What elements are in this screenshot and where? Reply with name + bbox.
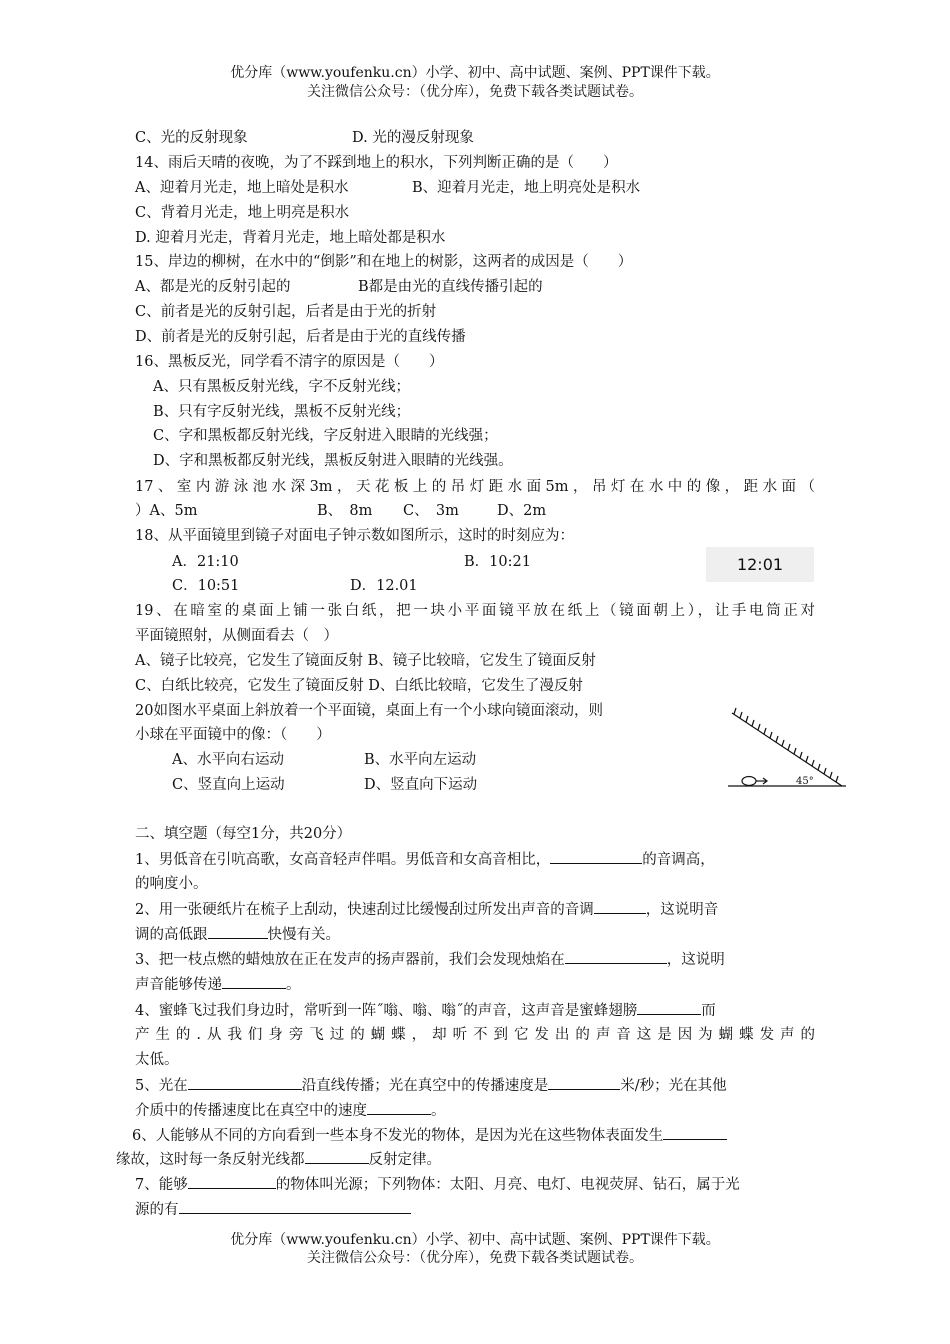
fill-q5-line-1: 5、光在 沿直线传播；光在真空中的传播速度是 米/秒；光在其他 [135, 1075, 815, 1096]
fill-q4-line-2: 产生的.从我们身旁飞过的蝴蝶，却听不到它发出的声音这是因为蝴蝶发声的 [135, 1027, 815, 1043]
q20-option-d: D、竖直向下运动 [364, 777, 478, 793]
blank[interactable] [637, 1000, 701, 1015]
q17-option-d: D、2m [497, 503, 547, 519]
q20-option-c: C、竖直向上运动 [172, 777, 285, 793]
blank[interactable] [594, 899, 646, 914]
q18-stem: 18、从平面镜里到镜子对面电子钟示数如图所示，这时的时刻应为： [135, 528, 574, 544]
footer-line-2: 关注微信公众号：（优分库），免费下载各类试题试卷。 [307, 1250, 643, 1266]
angle-label: 45° [796, 776, 814, 787]
fill-q3-line-1: 3、把一枝点燃的蜡烛放在正在发声的扬声器前，我们会发现烛焰在 ，这说明 [135, 949, 815, 970]
fill-q4-line-3: 太低。 [135, 1052, 179, 1068]
q14-stem: 14、雨后天晴的夜晚，为了不踩到地上的积水，下列判断正确的是（ ） [135, 155, 618, 171]
q13-option-c: C、光的反射现象 [135, 130, 248, 146]
fill-q6-line-2: 缘故，这时每一条反射光线都 反射定律。 [116, 1149, 796, 1170]
q15-option-b: B都是由光的直线传播引起的 [358, 279, 543, 295]
q19-stem-line-1: 19、在暗室的桌面上铺一张白纸，把一块小平面镜平放在纸上（镜面朝上），让手电筒正对 [135, 603, 815, 619]
q19-options-cd: C、白纸比较亮，它发生了镜面反射 D、白纸比较暗，它发生了漫反射 [135, 678, 583, 694]
q14-option-c: C、背着月光走，地上明亮是积水 [135, 205, 350, 221]
q17-stem: 17、室内游泳池水深3m，天花板上的吊灯距水面5m，吊灯在水中的像，距水面（ [135, 479, 815, 495]
blank[interactable] [565, 949, 667, 964]
fill-q7-line-1: 7、能够 的物体叫光源；下列物体：太阳、月亮、电灯、电视荧屏、钻石，属于光 [135, 1174, 815, 1195]
q17-option-c: C、 3m [403, 503, 459, 519]
blank[interactable] [550, 849, 642, 864]
q16-option-d: D、字和黑板都反射光线，黑板反射进入眼睛的光线强。 [153, 453, 513, 469]
q14-option-b: B、迎着月光走，地上明亮处是积水 [412, 180, 641, 196]
q18-option-d: D．12.01 [350, 578, 418, 594]
footer-line-1: 优分库（www.youfenku.cn）小学、初中、高中试题、案例、PPT课件下载。 [230, 1232, 720, 1248]
header-line-2: 关注微信公众号：（优分库），免费下载各类试题试卷。 [307, 84, 643, 100]
ball [742, 777, 756, 786]
q16-option-a: A、只有黑板反射光线，字不反射光线； [153, 379, 410, 395]
blank[interactable] [222, 974, 286, 989]
mirror-hatching [734, 708, 838, 782]
q18-option-a: A．21:10 [172, 554, 239, 570]
q13-options [135, 128, 815, 148]
q15-option-c: C、前者是光的反射引起，后者是由于光的折射 [135, 304, 437, 320]
q18-option-c: C．10:51 [172, 578, 240, 594]
q19-stem-line-2: 平面镜照射，从侧面看去（ ） [135, 628, 338, 644]
fill-q5-line-2: 介质中的传播速度比在真空中的速度 。 [135, 1100, 815, 1121]
section2-title: 二、填空题（每空1分，共20分） [135, 826, 352, 842]
inclined-mirror-figure [722, 700, 852, 795]
fill-q1-line-1: 1、男低音在引吭高歌，女高音轻声伴唱。男低音和女高音相比， 的音调高， [135, 849, 815, 870]
q14-options-ab [135, 178, 815, 198]
blank[interactable] [188, 1174, 276, 1189]
blank[interactable] [188, 1075, 302, 1090]
q20-option-a: A、水平向右运动 [172, 752, 284, 768]
q16-stem: 16、黑板反光，同学看不清字的原因是（ ） [135, 354, 444, 370]
fill-q6-line-1: 6、人能够从不同的方向看到一些本身不发光的物体，是因为光在这些物体表面发生 [132, 1125, 817, 1146]
fill-q2-line-1: 2、用一张硬纸片在梳子上刮动，快速刮过比缓慢刮过所发出声音的音调 ，这说明音 [135, 899, 815, 920]
blank[interactable] [548, 1075, 620, 1090]
q16-option-b: B、只有字反射光线，黑板不反射光线； [153, 404, 411, 420]
q14-option-a: A、迎着月光走，地上暗处是积水 [135, 180, 349, 196]
q17-options [135, 501, 815, 521]
q15-option-a: A、都是光的反射引起的 [135, 279, 291, 295]
header-line-1: 优分库（www.youfenku.cn）小学、初中、高中试题、案例、PPT课件下载。 [230, 65, 720, 81]
blank[interactable] [208, 924, 268, 939]
q17-option-a: ）A、5m [135, 503, 198, 519]
q15-stem: 15、岸边的柳树，在水中的“倒影”和在地上的树影，这两者的成因是（ ） [135, 254, 633, 270]
q13-option-d: D. 光的漫反射现象 [352, 130, 474, 146]
q15-option-d: D、前者是光的反射引起，后者是由于光的直线传播 [135, 329, 466, 345]
fill-q3-line-2: 声音能够传递 。 [135, 974, 815, 995]
blank[interactable] [367, 1100, 431, 1115]
q18-options-cd [172, 576, 852, 596]
blank[interactable] [663, 1125, 727, 1140]
fill-q7-line-2: 源的有 [135, 1199, 815, 1220]
q18-option-b: B．10:21 [464, 554, 531, 570]
q14-option-d: D. 迎着月光走，背着月光走，地上暗处都是积水 [135, 230, 446, 246]
q20-stem-line-1: 20如图水平桌面上斜放着一个平面镜，桌面上有一个小球向镜面滚动，则 [135, 703, 603, 719]
fill-q1-line-2: 的响度小。 [135, 876, 208, 892]
q16-option-c: C、字和黑板都反射光线，字反射进入眼睛的光线强； [153, 428, 498, 444]
q20-stem-line-2: 小球在平面镜中的像：（ ） [135, 727, 331, 743]
q17-option-b: B、 8m [317, 503, 373, 519]
q15-options-ab [135, 277, 815, 297]
blank[interactable] [179, 1199, 411, 1214]
fill-q2-line-2: 调的高低跟 快慢有关。 [135, 924, 815, 945]
mirror-surface [732, 713, 842, 786]
fill-q4-line-1: 4、蜜蜂飞过我们身边时，常听到一阵˝嗡、嗡、嗡˝的声音，这声音是蜜蜂翅膀 而 [135, 1000, 815, 1021]
q19-options-ab: A、镜子比较亮，它发生了镜面反射 B、镜子比较暗，它发生了镜面反射 [135, 653, 596, 669]
mirror-clock-figure: 12:01 [706, 547, 814, 582]
blank[interactable] [305, 1149, 369, 1164]
q20-option-b: B、水平向左运动 [364, 752, 477, 768]
